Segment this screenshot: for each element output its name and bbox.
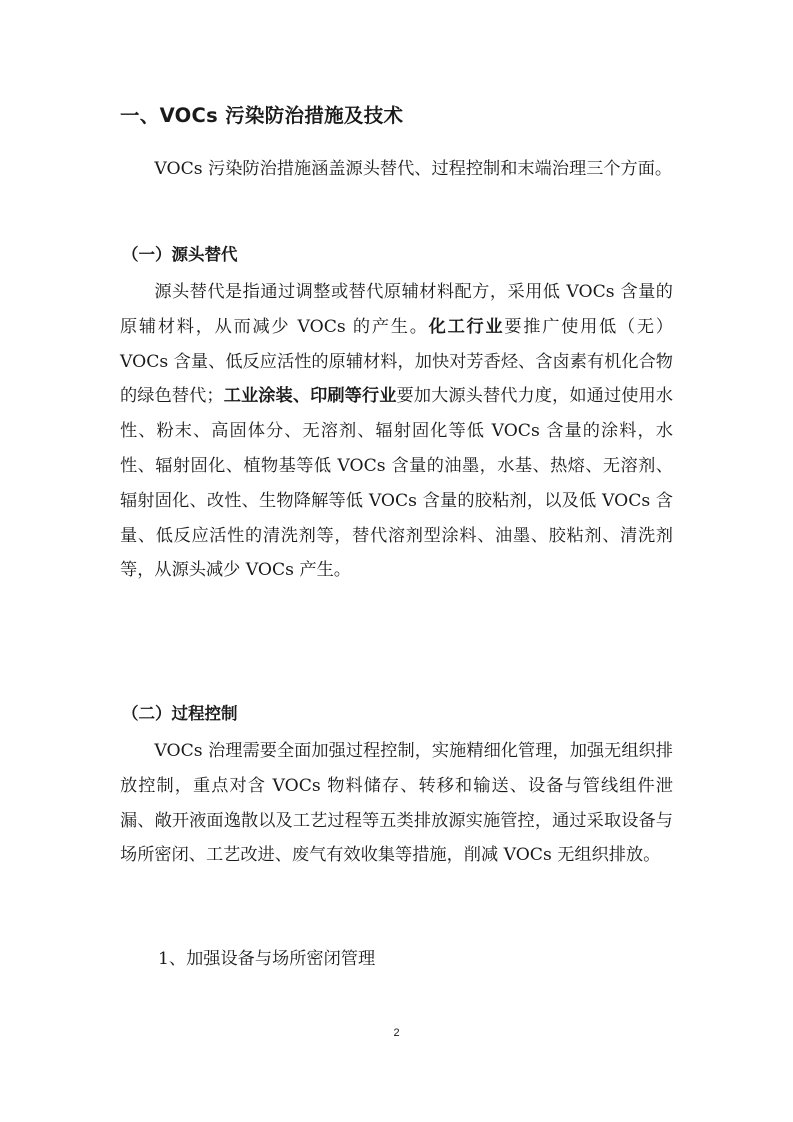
intro-paragraph: VOCs 污染防治措施涵盖源头替代、过程控制和末端治理三个方面。 bbox=[154, 159, 673, 179]
subsection-title-source-substitution: （一）源头替代 bbox=[122, 245, 238, 264]
process-control-paragraph: VOCs 治理需要全面加强过程控制，实施精细化管理，加强无组织排放控制，重点对含 VOCs 物料储存、转移和输送、设备与管线组件泄漏、敞开液面逸散以及工艺过程等五类排放源实施管控，通过采取设备与场所密闭、工艺改进、废气有效收集等措施，削减 VOCs 无组织排放。 bbox=[120, 741, 673, 866]
paragraph-text: 源头替代是指通过调整或替代原辅材料配方，采用低 VOCs 含量的原辅材料，从而减少 VOCs 的产生。 bbox=[120, 282, 673, 337]
subsection-title-process-control: （二）过程控制 bbox=[122, 704, 238, 723]
bold-term-chemical-industry: 化工行业 bbox=[428, 316, 505, 337]
paragraph-text: 要推广使用低（无）VOCs 含量、低反应活性的原辅材料，加快对芳香烃、含卤素有机化合物的绿色替代； bbox=[120, 316, 673, 407]
paragraph-text: 要加大源头替代力度，如通过使用水性、粉末、高固体分、无溶剂、辐射固化等低 VOCs 含量的涂料，水性、辐射固化、植物基等低 VOCs 含量的油墨，水基、热熔、无溶剂、辐射固化、改性、生物降解等低 VOCs 含量的胶粘剂，以及低 VOCs 含量、低反应活性的清洗剂等，替代溶剂型涂料、油墨、胶粘剂、清洗剂等，从源头减少 VOCs 产生。 bbox=[120, 386, 673, 581]
list-item: 1、加强设备与场所密闭管理 bbox=[158, 949, 376, 969]
section-title: 一、VOCs 污染防治措施及技术 bbox=[120, 104, 404, 127]
bold-term-coating-printing: 工业涂装、印刷等行业 bbox=[223, 386, 397, 407]
page-number: 2 bbox=[393, 1027, 400, 1039]
source-substitution-paragraph bbox=[120, 275, 673, 588]
